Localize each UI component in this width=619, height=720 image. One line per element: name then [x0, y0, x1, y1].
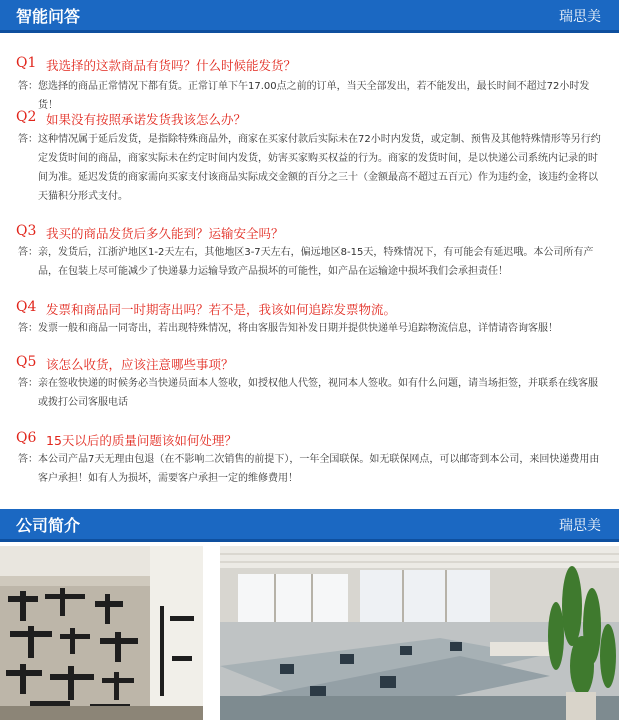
faq-item-q4 — [0, 299, 619, 338]
faq-header-bar — [0, 0, 619, 30]
company-brand-label: 瑞思美 — [559, 518, 601, 534]
answer-block — [0, 374, 619, 412]
question-row — [0, 109, 619, 129]
question-text: 我选择的这款商品有货吗？什么时候能发货？ — [46, 58, 297, 73]
answer-label: 答： — [18, 378, 38, 389]
company-header-bar — [0, 509, 619, 539]
question-text: 该怎么收货，应该注意哪些事项？ — [46, 357, 234, 372]
faq-item-q3 — [0, 223, 619, 281]
question-number: Q6 — [16, 430, 37, 446]
answer-block — [0, 243, 619, 281]
question-text: 我买的商品发货后多久能到？运输安全吗？ — [46, 226, 284, 241]
question-number: Q4 — [16, 299, 37, 315]
question-number: Q2 — [16, 109, 37, 125]
faq-section-title: 智能问答 — [16, 7, 81, 26]
answer-block — [0, 319, 619, 338]
answer-text: 这种情况属于延后发货，是指除特殊商品外，商家在买家付款后实际未在72小时内发货，或定制、预售及其他特殊情形等另行约定发货时间的商品，商家实际未在约定时间内发货，妨害买家购买权益的行为。商家的发货时间，是以快递公司系统内记录的时间为准。延迟发货的商家需向买家支付该商品实际成交金额的百分之三十（金额最高不超过五百元）作为违约金，该违约金将以天猫积分形式支付。 — [38, 134, 601, 202]
header-underline — [0, 30, 619, 33]
answer-label: 答： — [18, 247, 38, 258]
company-section-title: 公司简介 — [16, 516, 81, 535]
question-row — [0, 299, 619, 319]
answer-block — [0, 130, 619, 206]
question-row — [0, 55, 619, 75]
answer-text: 您选择的商品正常情况下都有货。正常订单下午17.00点之前的订单，当天全部发出，若不能发出，最长时间不超过72小时发货！ — [38, 81, 590, 111]
showroom-illustration — [0, 546, 203, 720]
question-number: Q3 — [16, 223, 37, 239]
answer-label: 答： — [18, 81, 38, 92]
faq-item-q1 — [0, 55, 619, 115]
question-row — [0, 354, 619, 374]
office-photo — [220, 546, 619, 720]
question-number: Q5 — [16, 354, 37, 370]
question-row — [0, 430, 619, 450]
answer-label: 答： — [18, 323, 38, 334]
answer-label: 答： — [18, 454, 38, 465]
faq-item-q2 — [0, 109, 619, 206]
showroom-photo — [0, 546, 203, 720]
faq-brand-label: 瑞思美 — [559, 9, 601, 25]
answer-text: 发票一般和商品一同寄出，若出现特殊情况，将由客服告知补发日期并提供快递单号追踪物流信息，详情请咨询客服！ — [38, 323, 558, 334]
faq-item-q5 — [0, 354, 619, 412]
answer-label: 答： — [18, 134, 38, 145]
faq-item-q6 — [0, 430, 619, 488]
office-illustration — [220, 546, 619, 720]
question-text: 15天以后的质量问题该如何处理？ — [46, 433, 237, 448]
answer-text: 亲在签收快递的时候务必当快递员面本人签收，如授权他人代签，视同本人签收。如有什么问题，请当场拒签，并联系在线客服或拨打公司客服电话 — [38, 378, 598, 408]
question-text: 发票和商品同一时期寄出吗？若不是，我该如何追踪发票物流。 — [46, 302, 397, 317]
question-row — [0, 223, 619, 243]
header-underline — [0, 539, 619, 542]
answer-block — [0, 450, 619, 488]
question-number: Q1 — [16, 55, 37, 71]
answer-text: 亲，发货后，江浙沪地区1-2天左右，其他地区3-7天左右，偏远地区8-15天，特殊情况下，有可能会有延迟哦。本公司所有产品，在包装上尽可能减少了快递暴力运输导致产品损坏的可能性，如产品在运输途中损坏我们会承担责任！ — [38, 247, 594, 277]
question-text: 如果没有按照承诺发货我该怎么办？ — [46, 112, 247, 127]
answer-text: 本公司产品7天无理由包退（在不影响二次销售的前提下），一年全国联保。如无联保网点，可以邮寄到本公司，来回快递费用由客户承担！如有人为损坏，需要客户承担一定的维修费用！ — [38, 454, 600, 484]
